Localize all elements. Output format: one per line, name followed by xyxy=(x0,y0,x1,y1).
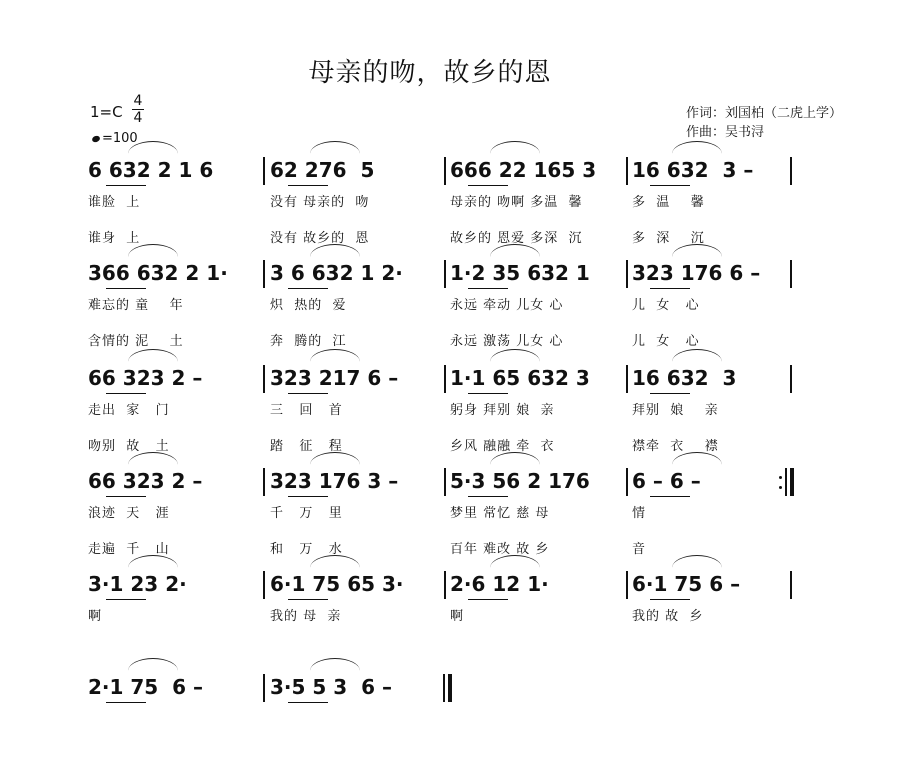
lyric-verse-1: 永远 牵动 儿女 心 xyxy=(450,298,564,313)
lyric-verse-2: 多 深 沉 xyxy=(632,231,705,246)
bar-line xyxy=(626,468,628,496)
measure-notes: 323 176 6 – xyxy=(632,261,761,285)
lyric-verse-1: 儿 女 心 xyxy=(632,298,700,313)
beam-underline xyxy=(106,599,146,600)
lyric-verse-2: 永远 激荡 儿女 心 xyxy=(450,334,564,349)
lyric-verse-1: 母亲的 吻啊 多温 馨 xyxy=(450,195,583,210)
bar-line xyxy=(626,260,628,288)
bar-line xyxy=(444,571,446,599)
measure-notes: 2·6 12 1· xyxy=(450,572,549,596)
slur-mark xyxy=(490,141,540,154)
lyric-verse-2: 乡风 融融 牵 衣 xyxy=(450,439,555,454)
lyric-verse-1: 情 xyxy=(632,506,647,521)
measure-notes: 66 323 2 – xyxy=(88,469,203,493)
beam-underline xyxy=(468,496,508,497)
measure-notes: 323 217 6 – xyxy=(270,366,399,390)
key-signature: 1=C xyxy=(90,103,123,121)
lyric-verse-1: 三 回 首 xyxy=(270,403,343,418)
bar-line xyxy=(444,157,446,185)
measure-notes: 6 632 2 1 6 xyxy=(88,158,214,182)
beam-underline xyxy=(650,496,690,497)
measure-notes: 6·1 75 6 – xyxy=(632,572,741,596)
song-title: 母亲的吻，故乡的恩 xyxy=(308,58,552,88)
time-sig-numerator: 4 xyxy=(133,93,143,109)
bar-line xyxy=(263,157,265,185)
tempo-value: =100 xyxy=(102,131,138,146)
bar-line xyxy=(626,365,628,393)
measure-notes: 3 6 632 1 2· xyxy=(270,261,403,285)
lyric-verse-2: 百年 难改 故 乡 xyxy=(450,542,550,557)
measure-notes: 6 – 6 – xyxy=(632,469,701,493)
beam-underline xyxy=(288,496,328,497)
bar-line xyxy=(263,468,265,496)
lyric-verse-2: 奔 腾的 江 xyxy=(270,334,347,349)
repeat-bar-line xyxy=(785,468,787,496)
lyric-verse-1: 浪迹 天 涯 xyxy=(88,506,170,521)
measure-notes: 666 22 165 3 xyxy=(450,158,597,182)
lyric-verse-1: 多 温 馨 xyxy=(632,195,705,210)
lyric-verse-2: 儿 女 心 xyxy=(632,334,700,349)
slur-mark xyxy=(672,141,722,154)
bar-line xyxy=(626,571,628,599)
bar-line xyxy=(444,468,446,496)
final-bar-line xyxy=(443,674,445,702)
lyric-verse-1: 没有 母亲的 吻 xyxy=(270,195,370,210)
beam-underline xyxy=(650,185,690,186)
beam-underline xyxy=(288,599,328,600)
time-signature xyxy=(132,94,144,125)
repeat-dot xyxy=(779,476,782,479)
measure-notes: 62 276 5 xyxy=(270,158,375,182)
lyric-verse-2: 故乡的 恩爱 多深 沉 xyxy=(450,231,583,246)
measure-notes: 3·5 5 3 6 – xyxy=(270,675,392,699)
lyric-verse-2: 谁身 上 xyxy=(88,231,141,246)
lyric-verse-2: 没有 故乡的 恩 xyxy=(270,231,370,246)
bar-line xyxy=(790,365,792,393)
measure-notes: 323 176 3 – xyxy=(270,469,399,493)
tempo-marking xyxy=(92,131,138,146)
bar-line xyxy=(626,157,628,185)
measure-notes: 2·1 75 6 – xyxy=(88,675,204,699)
bar-line xyxy=(790,260,792,288)
beam-underline xyxy=(468,288,508,289)
lyric-verse-1: 我的 故 乡 xyxy=(632,609,704,624)
composer-credit: 作曲：吴书浔 xyxy=(686,125,765,140)
beam-underline xyxy=(288,393,328,394)
lyric-verse-1: 啊 xyxy=(88,609,103,624)
lyric-verse-1: 啊 xyxy=(450,609,465,624)
beam-underline xyxy=(468,185,508,186)
measure-notes: 366 632 2 1· xyxy=(88,261,228,285)
measure-notes: 6·1 75 65 3· xyxy=(270,572,404,596)
bar-line xyxy=(263,260,265,288)
lyric-verse-1: 千 万 里 xyxy=(270,506,343,521)
measure-notes: 1·1 65 632 3 xyxy=(450,366,590,390)
beam-underline xyxy=(468,393,508,394)
measure-notes: 3·1 23 2· xyxy=(88,572,187,596)
bar-line xyxy=(444,365,446,393)
lyric-verse-2: 含情的 泥 土 xyxy=(88,334,184,349)
beam-underline xyxy=(650,393,690,394)
time-sig-denominator: 4 xyxy=(133,110,143,126)
bar-line xyxy=(448,674,452,702)
bar-line xyxy=(263,674,265,702)
lyric-verse-1: 走出 家 门 xyxy=(88,403,170,418)
bar-line xyxy=(263,365,265,393)
lyric-verse-1: 躬身 拜别 娘 亲 xyxy=(450,403,555,418)
bar-line xyxy=(263,571,265,599)
lyric-verse-1: 拜别 娘 亲 xyxy=(632,403,719,418)
lyric-verse-2: 走遍 千 山 xyxy=(88,542,170,557)
bar-line xyxy=(790,468,794,496)
slur-mark xyxy=(310,141,360,154)
measure-notes: 5·3 56 2 176 xyxy=(450,469,590,493)
lyric-verse-1: 我的 母 亲 xyxy=(270,609,342,624)
beam-underline xyxy=(288,185,328,186)
beam-underline xyxy=(106,393,146,394)
lyric-verse-2: 音 xyxy=(632,542,647,557)
lyric-verse-1: 梦里 常忆 慈 母 xyxy=(450,506,550,521)
repeat-dot xyxy=(779,486,782,489)
measure-notes: 16 632 3 – xyxy=(632,158,754,182)
score-line xyxy=(0,672,902,782)
half-note-icon xyxy=(91,135,101,143)
lyric-verse-1: 难忘的 童 年 xyxy=(88,298,184,313)
beam-underline xyxy=(288,288,328,289)
beam-underline xyxy=(106,288,146,289)
beam-underline xyxy=(106,702,146,703)
beam-underline xyxy=(106,496,146,497)
bar-line xyxy=(444,260,446,288)
lyricist-credit: 作词：刘国柏（二虎上学） xyxy=(686,106,843,121)
lyric-verse-2: 踏 征 程 xyxy=(270,439,343,454)
beam-underline xyxy=(288,702,328,703)
lyric-verse-2: 襟牵 衣 襟 xyxy=(632,439,719,454)
beam-underline xyxy=(106,185,146,186)
measure-notes: 66 323 2 – xyxy=(88,366,203,390)
bar-line xyxy=(790,571,792,599)
lyric-verse-2: 吻别 故 土 xyxy=(88,439,170,454)
lyric-verse-2: 和 万 水 xyxy=(270,542,343,557)
beam-underline xyxy=(650,599,690,600)
bar-line xyxy=(790,157,792,185)
beam-underline xyxy=(650,288,690,289)
measure-notes: 16 632 3 xyxy=(632,366,737,390)
lyric-verse-1: 谁脸 上 xyxy=(88,195,141,210)
measure-notes: 1·2 35 632 1 xyxy=(450,261,590,285)
lyric-verse-1: 炽 热的 爱 xyxy=(270,298,347,313)
beam-underline xyxy=(468,599,508,600)
